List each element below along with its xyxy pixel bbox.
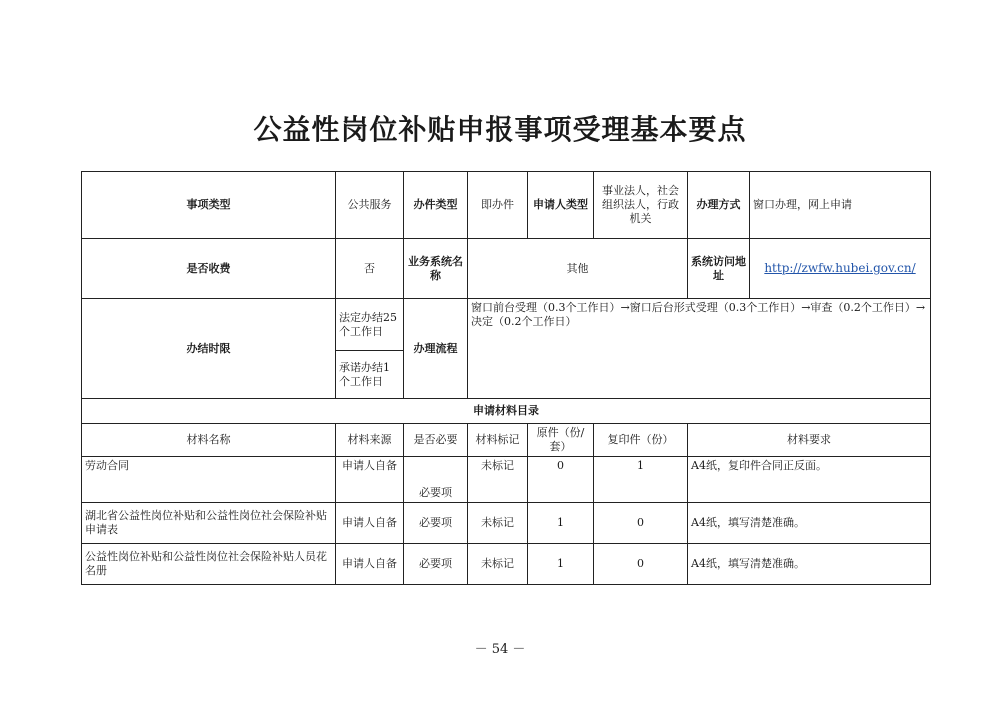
method-value: 窗口办理，网上申请 [750,172,931,239]
material-mark: 未标记 [468,544,528,585]
material-mark: 未标记 [468,503,528,544]
time-limit-label: 办结时限 [82,299,336,399]
material-original: 0 [528,457,594,503]
row-fee [82,239,931,299]
header-name: 材料名称 [82,424,336,457]
material-required: 必要项 [404,457,468,503]
material-source: 申请人自备 [336,457,404,503]
material-requirement: A4纸，填写清楚准确。 [688,544,931,585]
row-time-limit [82,299,931,351]
page-title: 公益性岗位补贴申报事项受理基本要点 [253,113,747,146]
material-copy: 0 [594,544,688,585]
row-materials-section [82,399,931,424]
fee-value: 否 [336,239,404,299]
material-requirement: A4纸，填写清楚准确。 [688,503,931,544]
header-required: 是否必要 [404,424,468,457]
material-source: 申请人自备 [336,544,404,585]
material-name: 湖北省公益性岗位补贴和公益性岗位社会保险补贴申请表 [82,503,336,544]
materials-section-title: 申请材料目录 [82,399,931,424]
biz-system-value: 其他 [468,239,688,299]
page-number: － 54 － [474,642,526,657]
fee-label: 是否收费 [82,239,336,299]
material-name: 劳动合同 [82,457,336,503]
material-copy: 0 [594,503,688,544]
access-url-cell [750,239,931,299]
header-source: 材料来源 [336,424,404,457]
table-row [82,503,931,544]
header-original: 原件（份/套） [528,424,594,457]
header-mark: 材料标记 [468,424,528,457]
material-required: 必要项 [404,503,468,544]
handle-type-value: 即办件 [468,172,528,239]
access-label: 系统访问地址 [688,239,750,299]
header-requirement: 材料要求 [688,424,931,457]
requirements-table [81,171,931,585]
item-type-label: 事项类型 [82,172,336,239]
applicant-type-value: 事业法人，社会组织法人，行政机关 [594,172,688,239]
material-original: 1 [528,544,594,585]
table-row [82,544,931,585]
promised-limit: 承诺办结1个工作日 [336,351,404,399]
material-source: 申请人自备 [336,503,404,544]
materials-header-row [82,424,931,457]
applicant-type-label: 申请人类型 [528,172,594,239]
process-value: 窗口前台受理（0.3个工作日）→窗口后台形式受理（0.3个工作日）→审查（0.2个工作日）→决定（0.2个工作日） [468,299,931,399]
legal-limit: 法定办结25个工作日 [336,299,404,351]
table-row [82,457,931,503]
handle-type-label: 办件类型 [404,172,468,239]
material-copy: 1 [594,457,688,503]
item-type-value: 公共服务 [336,172,404,239]
material-name: 公益性岗位补贴和公益性岗位社会保险补贴人员花名册 [82,544,336,585]
material-mark: 未标记 [468,457,528,503]
access-url-link[interactable]: http://zwfw.hubei.gov.cn/ [764,261,916,275]
biz-system-label: 业务系统名称 [404,239,468,299]
material-requirement: A4纸，复印件合同正反面。 [688,457,931,503]
material-required: 必要项 [404,544,468,585]
header-copy: 复印件（份） [594,424,688,457]
material-original: 1 [528,503,594,544]
row-item-type [82,172,931,239]
method-label: 办理方式 [688,172,750,239]
process-label: 办理流程 [404,299,468,399]
